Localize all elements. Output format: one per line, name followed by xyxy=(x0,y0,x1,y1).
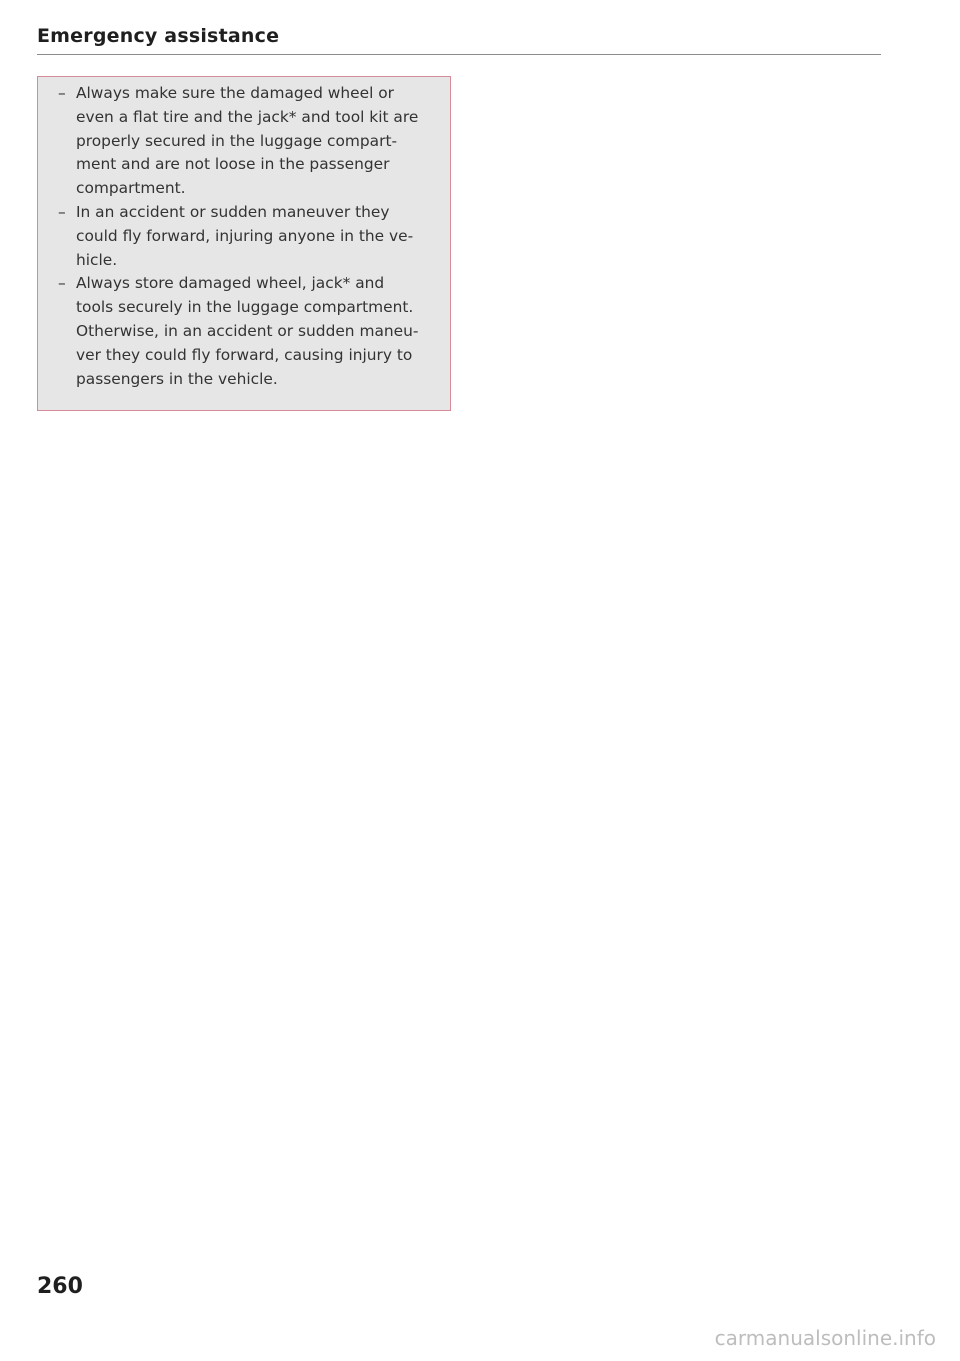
section-title: Emergency assistance xyxy=(37,25,280,47)
section-header xyxy=(37,24,881,55)
text-line: compartment. xyxy=(76,179,186,198)
text-line: Otherwise, in an accident or sudden maneu- xyxy=(76,321,419,340)
text-line: passengers in the vehicle. xyxy=(76,369,278,388)
text-line: properly secured in the luggage compart- xyxy=(76,131,398,150)
text-line: could fly forward, injuring anyone in the ve- xyxy=(76,226,414,245)
text-line: ment and are not loose in the passenger xyxy=(76,155,390,174)
warning-box xyxy=(37,76,451,411)
watermark: carmanualsonline.info xyxy=(714,1326,936,1350)
text-line: In an accident or sudden maneuver they xyxy=(76,202,390,221)
text-line: ver they could fly forward, causing injury to xyxy=(76,345,413,364)
list-dash: – xyxy=(58,84,66,102)
warning-list xyxy=(58,82,450,391)
text-line: Always make sure the damaged wheel or xyxy=(76,84,394,102)
warning-item xyxy=(58,82,450,201)
page-number: 260 xyxy=(37,1274,83,1299)
warning-item xyxy=(58,201,450,272)
list-dash: – xyxy=(58,274,66,293)
text-line: hicle. xyxy=(76,250,118,269)
text-line: Always store damaged wheel, jack* and xyxy=(76,274,385,293)
text-line: even a flat tire and the jack* and tool kit are xyxy=(76,107,419,126)
list-dash: – xyxy=(58,202,66,221)
text-line: tools securely in the luggage compartment. xyxy=(76,298,414,317)
warning-item xyxy=(58,272,450,391)
